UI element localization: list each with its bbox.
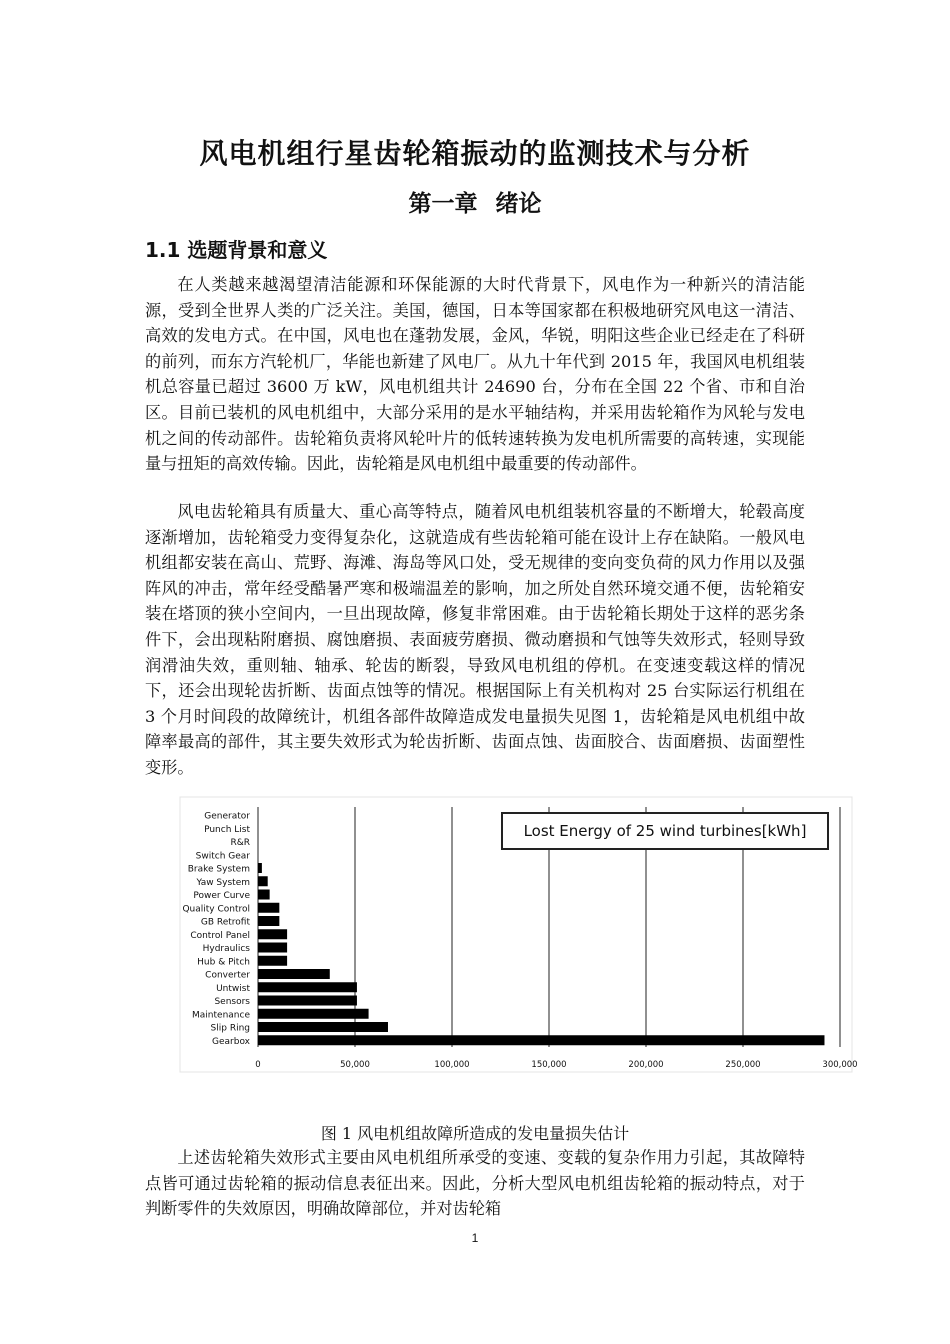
body-paragraph: 上述齿轮箱失效形式主要由风电机组所承受的变速、变载的复杂作用力引起，其故障特点皆可通过齿轮箱的振动信息表征出来。因此，分析大型风电机组齿轮箱的振动特点，对于判断零件的失效原因，明确故障部位，并对齿轮箱	[145, 1148, 805, 1219]
bar-gb-retrofit	[258, 916, 279, 926]
figure-caption: 图 1 风电机组故障所造成的发电量损失估计	[320, 1124, 630, 1143]
bar-power-curve	[258, 890, 270, 900]
figure-chart	[180, 797, 858, 1072]
bar-slip-ring	[258, 1022, 388, 1032]
chapter-heading: 第一章 绪论	[408, 191, 542, 217]
category-label: Generator	[204, 811, 250, 822]
bar-sensors	[258, 996, 357, 1006]
category-label: Maintenance	[192, 1010, 250, 1021]
page-number: 1	[471, 1231, 479, 1245]
bar-control-panel	[258, 929, 287, 939]
bar-yaw-system	[258, 876, 268, 886]
category-label: Untwist	[216, 983, 250, 994]
bar-gearbox	[258, 1035, 824, 1045]
category-label: Yaw System	[196, 877, 250, 888]
x-tick-label: 0	[255, 1060, 261, 1070]
document-title: 风电机组行星齿轮箱振动的监测技术与分析	[199, 137, 751, 170]
category-label: Converter	[205, 970, 250, 981]
category-label: Brake System	[187, 864, 250, 875]
bar-quality-control	[258, 903, 279, 913]
chart-title: Lost Energy of 25 wind turbines[kWh]	[523, 822, 807, 840]
category-label: Sensors	[214, 997, 250, 1007]
category-label: Control Panel	[190, 930, 250, 941]
x-tick-label: 300,000	[822, 1060, 858, 1070]
category-label: GB Retrofit	[200, 917, 250, 928]
x-tick-label: 150,000	[531, 1060, 567, 1070]
lost-energy-bar-chart	[180, 797, 858, 1072]
category-label: Hydraulics	[202, 944, 250, 954]
x-tick-label: 50,000	[340, 1060, 370, 1070]
section-heading: 1.1 选题背景和意义	[145, 238, 328, 262]
category-label: R&R	[230, 838, 250, 848]
bar-brake-system	[258, 863, 262, 873]
category-label: Gearbox	[212, 1036, 250, 1047]
bar-hub-pitch	[258, 956, 287, 966]
category-label: Power Curve	[193, 891, 250, 901]
x-tick-label: 250,000	[725, 1060, 761, 1070]
body-paragraph: 风电齿轮箱具有质量大、重心高等特点，随着风电机组装机容量的不断增大，轮毂高度逐渐增加，齿轮箱受力变得复杂化，这就造成有些齿轮箱可能在设计上存在缺陷。一般风电机组都安装在高山、荒野、海滩、海岛等风口处，受无规律的变向变负荷的风力作用以及强阵风的冲击，常年经受酷暑严寒和极端温差的影响，加之所处自然环境交通不便，齿轮箱安装在塔顶的狭小空间内，一旦出现故障，修复非常困难。由于齿轮箱长期处于这样的恶劣条件下，会出现粘附磨损、腐蚀磨损、表面疲劳磨损、微动磨损和气蚀等失效形式，轻则导致润滑油失效，重则轴、轴承、轮齿的断裂，导致风电机组的停机。在变速变载这样的情况下，还会出现轮齿折断、齿面点蚀等的情况。根据国际上有关机构对 25 台实际运行机组在 3 个月时间段的故障统计，机组各部件故障造成发电量损失见图 1，齿轮箱是风电机组中故障率最高的部件，其主要失效形式为轮齿折断、齿面点蚀、齿面胶合、齿面磨损、齿面塑性变形。	[145, 502, 805, 777]
x-tick-label: 100,000	[434, 1060, 470, 1070]
bar-untwist	[258, 982, 357, 992]
bar-converter	[258, 969, 330, 979]
category-label: Slip Ring	[210, 1023, 250, 1034]
category-label: Switch Gear	[195, 851, 250, 862]
category-label: Punch List	[204, 824, 250, 835]
body-paragraph: 在人类越来越渴望清洁能源和环保能源的大时代背景下，风电作为一种新兴的清洁能源，受到全世界人类的广泛关注。美国，德国，日本等国家都在积极地研究风电这一清洁、高效的发电方式。在中国，风电也在蓬勃发展，金风，华锐，明阳这些企业已经走在了科研的前列，而东方汽轮机厂，华能也新建了风电厂。从九十年代到 2015 年，我国风电机组装机总容量已超过 3600 万 kW，风电机组共计 24690 台，分布在全国 22 个省、市和自治区。目前已装机的风电机组中，大部分采用的是水平轴结构，并采用齿轮箱作为风轮与发电机之间的传动部件。齿轮箱负责将风轮叶片的低转速转换为发电机所需要的高转速，实现能量与扭矩的高效传输。因此，齿轮箱是风电机组中最重要的传动部件。	[145, 275, 805, 474]
category-label: Hub & Pitch	[197, 957, 250, 968]
bar-hydraulics	[258, 943, 287, 953]
x-tick-label: 200,000	[628, 1060, 664, 1070]
category-label: Quality Control	[182, 904, 250, 915]
bar-maintenance	[258, 1009, 369, 1019]
